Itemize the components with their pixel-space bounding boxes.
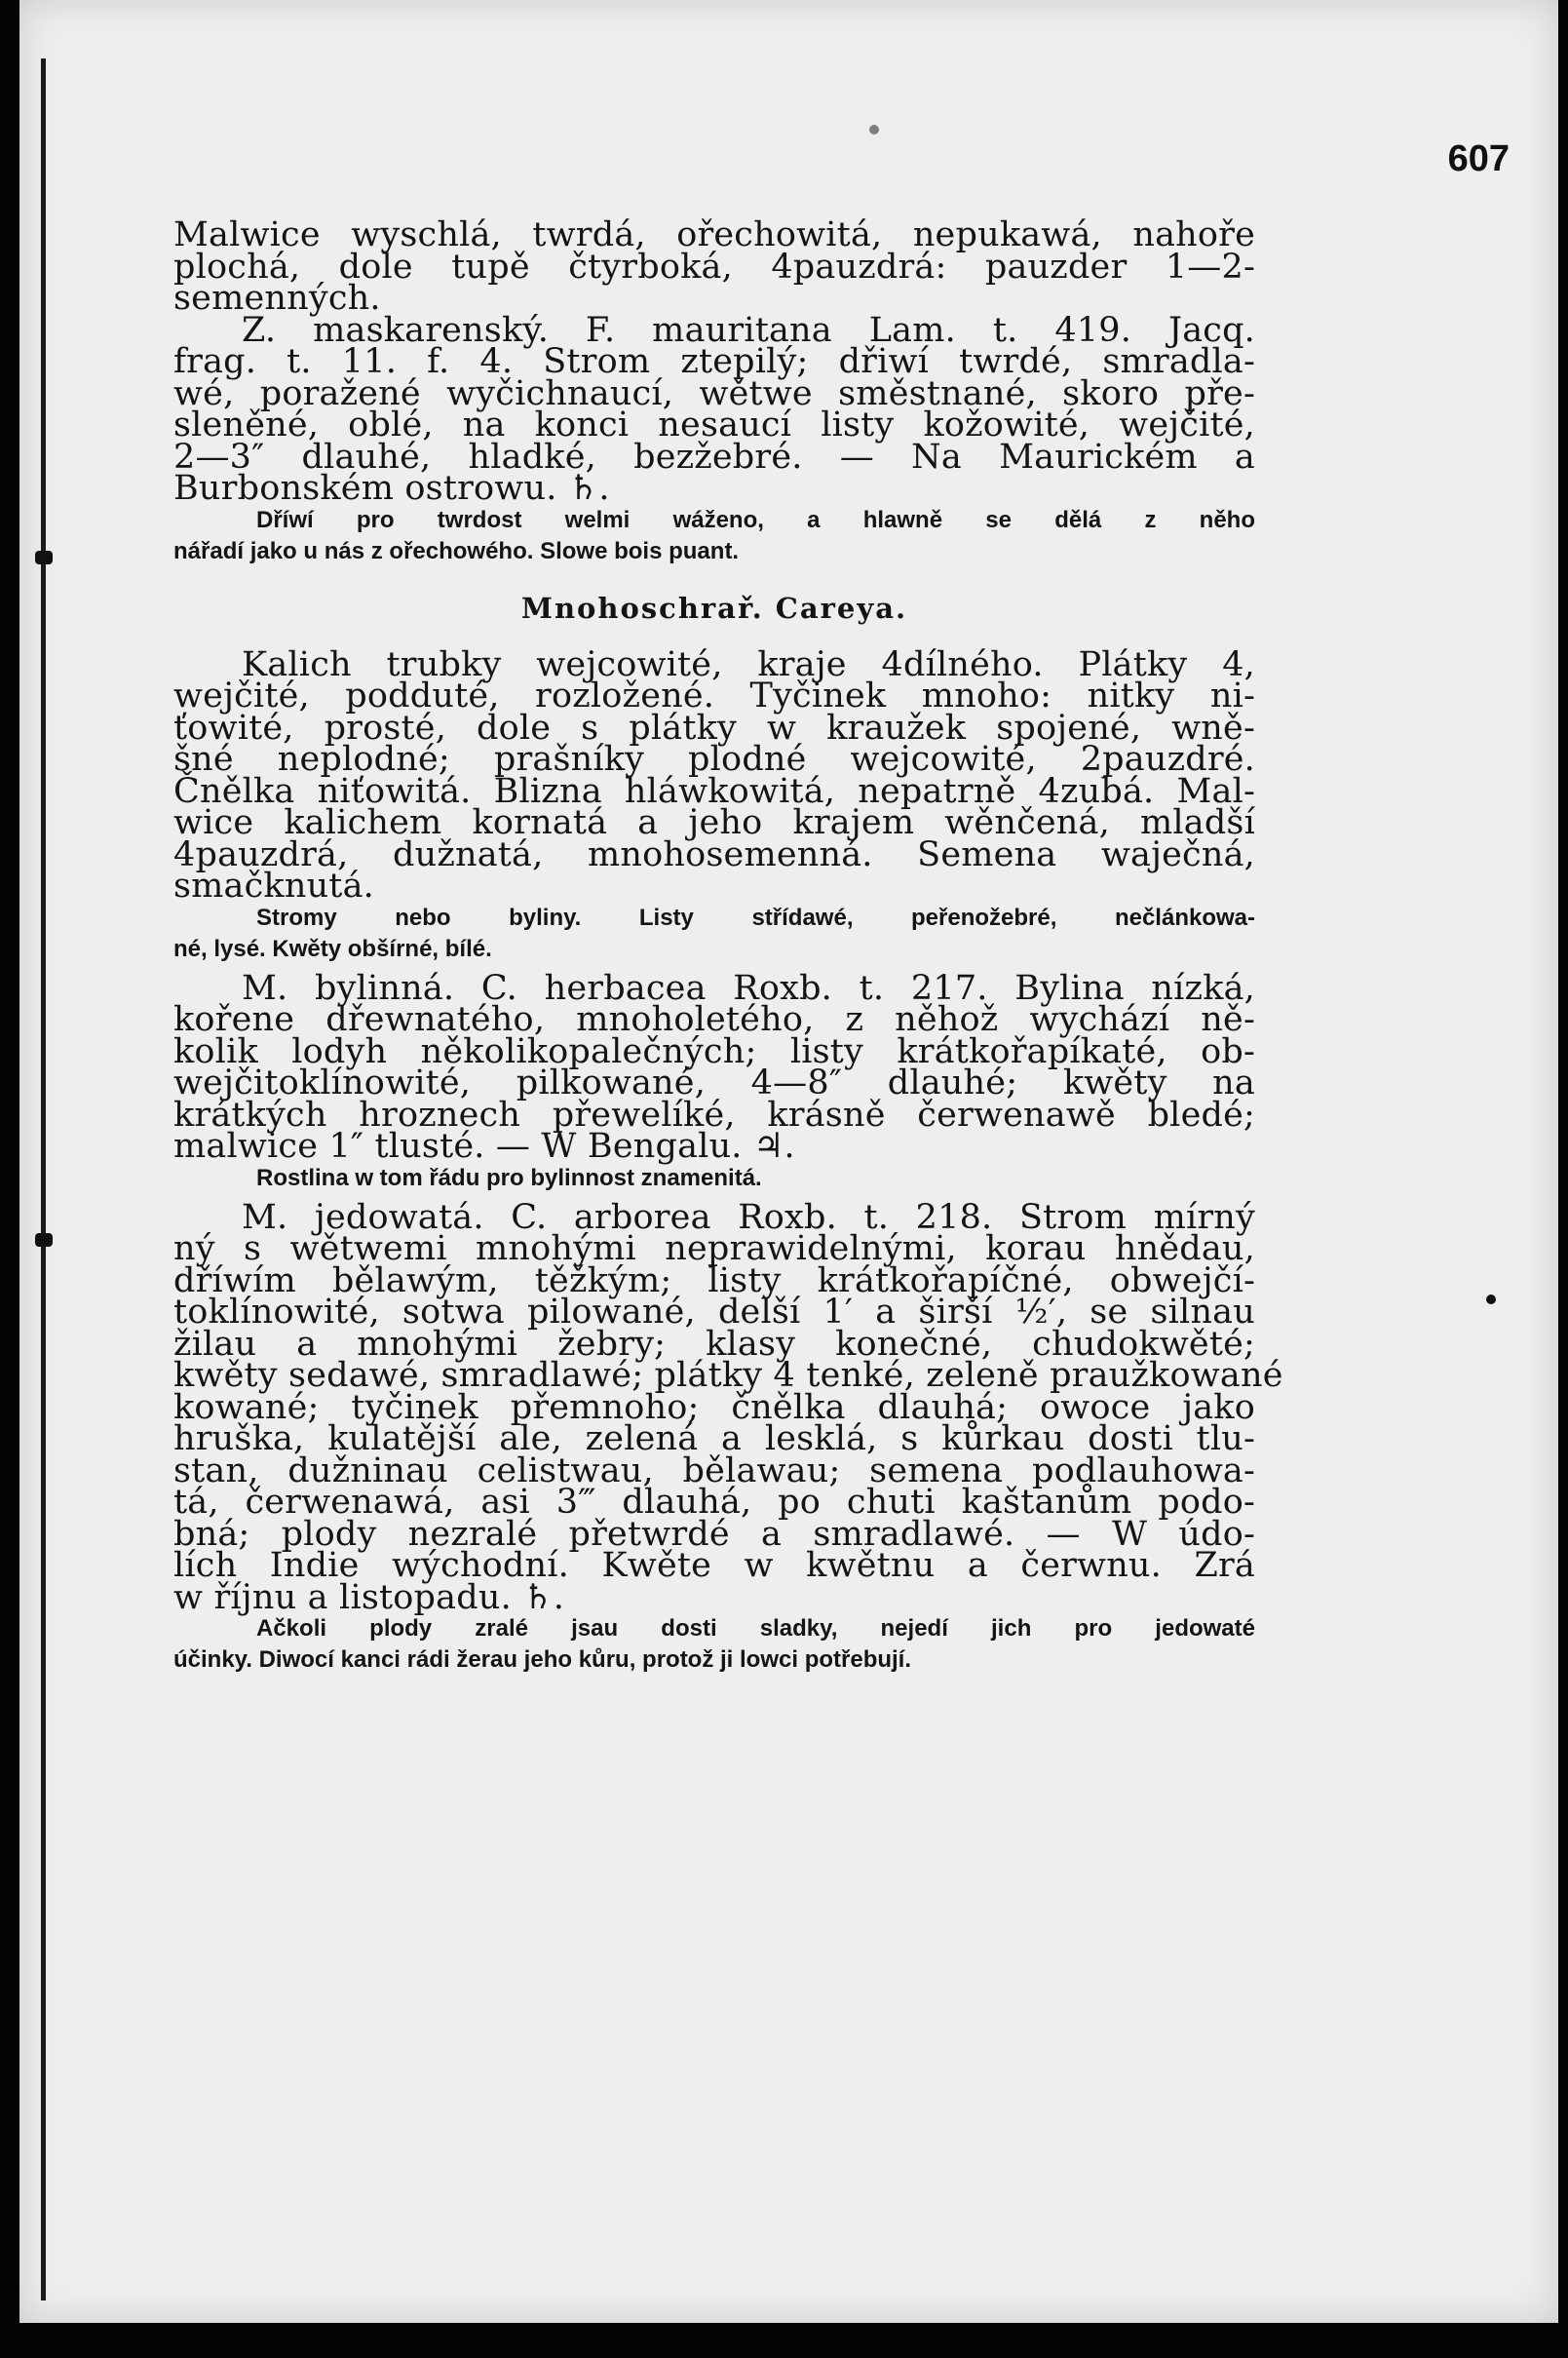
note-arborea <box>173 1613 1255 1676</box>
binding-margin-line <box>41 58 46 2300</box>
note-line: Ačkoli plody zralé jsau dosti sladky, nejedí jich pro jedowaté <box>256 1615 1255 1642</box>
text-line: smačknutá. <box>173 867 374 906</box>
paragraph-species-herbacea <box>173 968 1255 1166</box>
text-line: wejčitoklínowité, pilkowané, 4—8″ dlauhé; kwěty na <box>173 1063 1255 1102</box>
text-line: kolik lodyh několikopalečných; listy krátkořapíkaté, ob- <box>173 1031 1255 1071</box>
note-line: né, lysé. Kwěty obšírné, bílé. <box>173 935 492 962</box>
text-line: tá, čerwenawá, asi 3‴ dlauhá, po chuti kaštanům podo- <box>173 1483 1255 1522</box>
text-line: M. jedowatá. C. arborea Roxb. t. 218. Strom mírný <box>242 1197 1255 1237</box>
note-line: Stromy nebo byliny. Listy střídawé, peřenožebré, nečlánkowa- <box>256 904 1255 931</box>
text-line: wé, poražené wyčichnaucí, wětwe směstnané, skoro pře- <box>173 373 1255 413</box>
text-line: dříwím bělawým, těžkým; listy krátkořapíčné, obwejčí- <box>173 1260 1255 1300</box>
text-line: 4pauzdrá, dužnatá, mnohosemenná. Semena waječná, <box>173 834 1255 874</box>
page-body <box>173 215 1283 1676</box>
paragraph-fruit-description <box>173 215 1255 318</box>
genus-heading: Mnohoschrař. Careya. <box>520 591 908 625</box>
text-line: Čnělka niťowitá. Blizna hláwkowitá, nepatrně 4zubá. Mal- <box>173 771 1255 811</box>
text-line: hruška, kulatější ale, zelená a lesklá, s kůrkau dosti tlu- <box>173 1419 1255 1458</box>
scan-border-bottom <box>0 2323 1568 2358</box>
text-line: krátkých hroznech přewelíké, krásně čerwenawě bledé; <box>173 1095 1255 1135</box>
text-line: toklínowité, sotwa pilowané, delší 1′ a širší ½′, se silnau <box>173 1293 1255 1332</box>
text-line: žilau a mnohými žebry; klasy konečné, chudokwěté; <box>173 1324 1255 1364</box>
text-line: wice kalichem kornatá a jeho krajem wěnčená, mladší <box>173 803 1255 842</box>
margin-mark <box>35 1233 53 1247</box>
text-line: ný s wětwemi mnohými neprawidelnými, korau hnědau, <box>173 1229 1255 1268</box>
note-line: Dříwí pro twrdost welmi wáženo, a hlawně se dělá z něho <box>256 506 1255 533</box>
book-page <box>19 0 1558 2323</box>
text-line: Kalich trubky wejcowité, kraje 4dílného. Plátky 4, <box>242 644 1255 684</box>
text-line: šné neplodné; prašníky plodné wejcowité, 2pauzdré. <box>173 740 1255 779</box>
ink-spot <box>869 125 879 135</box>
text-line: bná; plody nezralé přetwrdé a smradlawé. — W údo- <box>173 1514 1255 1554</box>
text-line: semenných. <box>173 279 381 318</box>
text-line: malwice 1″ tlusté. — W Bengalu. ♃. <box>173 1127 795 1166</box>
text-line: 2—3″ dlauhé, hladké, bezžebré. — Na Maurickém a <box>173 437 1255 477</box>
text-line: Malwice wyschlá, twrdá, ořechowitá, nepukawá, nahoře <box>173 215 1255 254</box>
margin-mark <box>35 551 53 564</box>
page-number: 607 <box>1447 138 1510 179</box>
ink-spot <box>1486 1295 1496 1304</box>
text-line: kowané; tyčinek přemnoho; čnělka dlauhá; owoce jako <box>173 1387 1255 1427</box>
text-line: w říjnu a listopadu. ♄. <box>173 1577 565 1617</box>
note-genus-habit <box>173 903 1255 965</box>
paragraph-species-arborea <box>173 1197 1283 1617</box>
text-line: wejčité, podduté, rozložené. Tyčinek mnoho: nitky ni- <box>173 676 1255 715</box>
note-line: nářadí jako u nás z ořechowého. Slowe bois puant. <box>173 537 740 564</box>
paragraph-genus-description <box>173 644 1255 906</box>
text-line: kwěty sedawé, smradlawé; plátky 4 tenké, zeleně praužkowané <box>173 1356 1283 1395</box>
text-line: M. bylinná. C. herbacea Roxb. t. 217. Bylina nízká, <box>242 968 1255 1008</box>
text-line: stan, dužninau celistwau, bělawau; semena podlauhowa- <box>173 1450 1255 1490</box>
scan-border-right <box>1558 0 1568 2358</box>
text-line: Burbonském ostrowu. ♄. <box>173 469 610 508</box>
text-line: plochá, dole tupě čtyrboká, 4pauzdrá: pauzder 1—2- <box>173 247 1255 287</box>
text-line: kořene dřewnatého, mnoholetého, z něhož wychází ně- <box>173 1000 1255 1039</box>
note-herbacea <box>173 1163 1255 1194</box>
text-line: sleněné, oblé, na konci nesaucí listy kožowité, wejčité, <box>173 406 1255 445</box>
paragraph-species-mauritana <box>173 310 1255 508</box>
note-line: účinky. Diwocí kanci rádi žerau jeho kůru, protož ji lowci potřebují. <box>173 1646 912 1673</box>
text-line: Z. maskarenský. F. mauritana Lam. t. 419. Jacq. <box>242 310 1255 350</box>
note-wood-usage <box>173 505 1255 567</box>
text-line: ťowité, prosté, dole s plátky w kraužek spojené, wně- <box>173 708 1255 748</box>
scan-border-left <box>0 0 19 2358</box>
text-line: lích Indie wýchodní. Kwěte w kwětnu a čerwnu. Zrá <box>173 1546 1255 1585</box>
text-line: frag. t. 11. f. 4. Strom ztepilý; dřiwí twrdé, smradla- <box>173 342 1255 381</box>
note-line: Rostlina w tom řádu pro bylinnost znamenitá. <box>256 1164 762 1191</box>
